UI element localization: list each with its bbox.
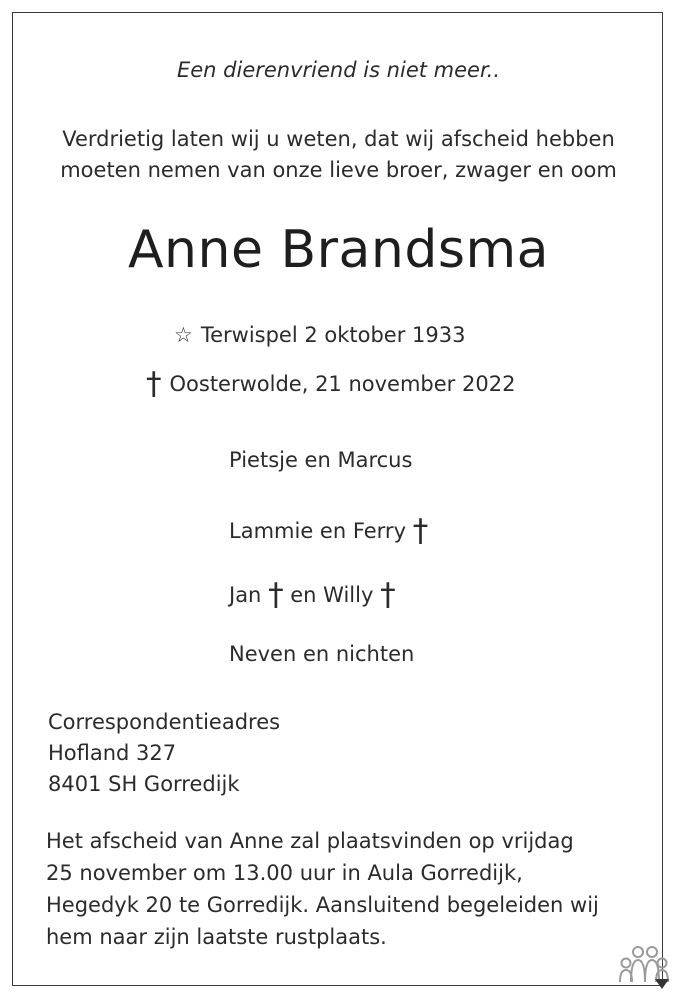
message-line: moeten nemen van onze lieve broer, zwager en oom [60,158,617,182]
dropdown-arrow-icon [655,979,669,989]
announcement-message [0,124,677,186]
cross-icon: † [380,577,396,613]
correspondence-address [48,707,280,800]
relative-text: Neven en nichten [229,641,415,666]
relative-text: Lammie en Ferry [229,518,406,543]
death-text: Oosterwolde, 21 november 2022 [169,372,516,396]
deceased-name: Anne Brandsma [127,220,549,280]
relative-line [229,577,428,642]
relative-line [229,513,428,578]
service-line: Het afscheid van Anne zal plaatsvinden op vrijdag [46,829,574,853]
service-line: 25 november om 13.00 uur in Aula Gorredijk, [46,861,523,885]
relative-text: en Willy [290,583,374,607]
service-line: hem naar zijn laatste rustplaats. [46,925,387,949]
relative-text: Jan [229,583,262,607]
cross-icon: † [268,577,284,613]
address-city: 8401 SH Gorredijk [48,772,240,796]
service-line: Hegedyk 20 te Gorredijk. Aansluitend begeleiden wij [46,893,599,917]
birth-text: Terwispel 2 oktober 1933 [200,323,466,347]
intro-text: Een dierenvriend is niet meer.. [176,58,501,82]
message-line: Verdrietig laten wij u weten, dat wij afscheid hebben [62,127,615,151]
relative-line [229,448,428,513]
cross-icon: † [146,366,162,402]
relative-line [229,642,428,707]
people-logo-icon [618,944,674,992]
address-label: Correspondentieadres [48,710,281,734]
death-line [146,366,515,402]
birth-line [174,323,465,347]
relative-text: Pietsje en Marcus [229,448,413,472]
service-details [46,825,646,953]
address-street: Hofland 327 [48,741,177,765]
cross-icon: † [412,512,429,549]
star-icon: ☆ [174,323,193,347]
relatives-list [229,448,428,706]
